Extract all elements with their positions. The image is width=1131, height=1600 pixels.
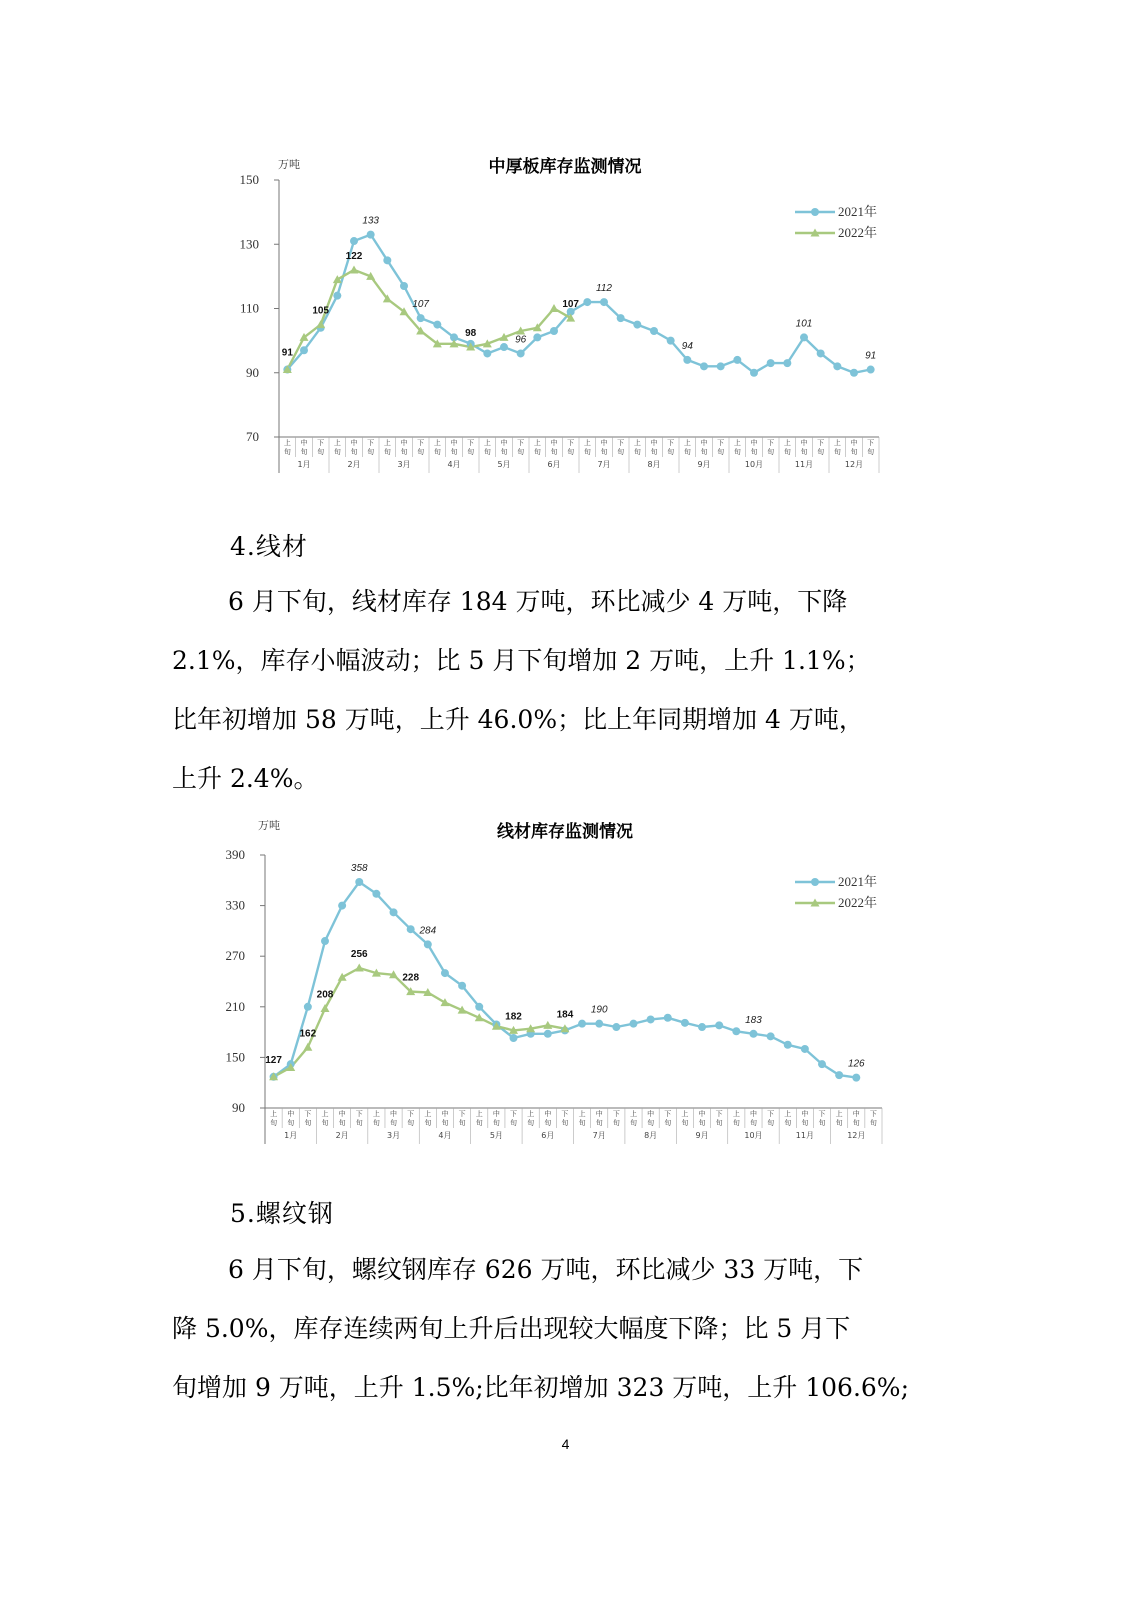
- x-dekad-label-bottom: 旬: [647, 1119, 655, 1127]
- data-point-2021: [372, 890, 380, 898]
- x-dekad-label-top: 下: [561, 1110, 569, 1118]
- data-point-2021: [667, 337, 675, 345]
- data-point-2021: [367, 231, 375, 239]
- x-dekad-label-top: 下: [367, 439, 375, 447]
- data-point-2021: [681, 1019, 689, 1027]
- y-tick-label: 390: [225, 847, 245, 862]
- x-dekad-label-bottom: 旬: [600, 448, 608, 456]
- x-dekad-label-top: 中: [600, 439, 608, 447]
- x-month-label: 10月: [744, 1131, 763, 1140]
- data-label-2022: 127: [265, 1054, 282, 1066]
- section4-line-1: 6 月下旬，线材库存 184 万吨，环比减少 4 万吨，下降: [228, 587, 848, 616]
- x-dekad-label-top: 中: [300, 439, 308, 447]
- x-dekad-label-top: 上: [433, 439, 441, 447]
- data-label-2021: 284: [419, 925, 437, 937]
- x-dekad-label-top: 下: [407, 1110, 415, 1118]
- x-dekad-label-bottom: 旬: [767, 448, 775, 456]
- x-dekad-label-top: 下: [867, 439, 875, 447]
- data-point-2021: [783, 359, 791, 367]
- data-label-2021: 126: [847, 1058, 865, 1070]
- data-point-2021: [733, 356, 741, 364]
- x-dekad-label-top: 上: [629, 1110, 637, 1118]
- data-label-2022: 256: [350, 949, 368, 961]
- x-dekad-label-bottom: 旬: [533, 448, 541, 456]
- x-dekad-label-bottom: 旬: [800, 448, 808, 456]
- x-dekad-label-bottom: 旬: [700, 448, 708, 456]
- x-dekad-label-top: 下: [467, 439, 475, 447]
- x-dekad-label-top: 下: [817, 439, 825, 447]
- data-point-2021: [800, 333, 808, 341]
- x-dekad-label-bottom: 旬: [852, 1119, 860, 1127]
- y-axis-unit: 万吨: [258, 819, 280, 832]
- data-point-2022: [355, 964, 364, 972]
- x-dekad-label-top: 下: [304, 1110, 312, 1118]
- x-month-label: 2月: [335, 1131, 349, 1140]
- x-dekad-label-bottom: 旬: [732, 1119, 740, 1127]
- x-dekad-label-top: 中: [338, 1110, 346, 1118]
- data-label-2022: 98: [465, 328, 477, 340]
- data-point-2021: [852, 1074, 860, 1082]
- x-month-label: 1月: [284, 1131, 298, 1140]
- x-dekad-label-bottom: 旬: [390, 1119, 398, 1127]
- x-dekad-label-bottom: 旬: [544, 1119, 552, 1127]
- x-dekad-label-top: 下: [717, 439, 725, 447]
- x-dekad-label-bottom: 旬: [817, 448, 825, 456]
- data-point-2021: [700, 362, 708, 370]
- x-dekad-label-top: 中: [647, 1110, 655, 1118]
- section4-line-4: 上升 2.4%。: [172, 764, 319, 793]
- x-dekad-label-top: 中: [750, 439, 758, 447]
- x-dekad-label-bottom: 旬: [578, 1119, 586, 1127]
- x-dekad-label-top: 下: [567, 439, 575, 447]
- x-dekad-label-bottom: 旬: [510, 1119, 518, 1127]
- x-dekad-label-top: 下: [767, 439, 775, 447]
- data-point-2021: [633, 321, 641, 329]
- data-point-2021: [383, 256, 391, 264]
- x-dekad-label-bottom: 旬: [441, 1119, 449, 1127]
- data-label-2021: 183: [745, 1014, 762, 1026]
- data-point-2021: [550, 327, 558, 335]
- section5-line-1: 6 月下旬，螺纹钢库存 626 万吨，环比减少 33 万吨，下: [228, 1255, 864, 1284]
- data-point-2021: [400, 282, 408, 290]
- data-label-2022: 107: [562, 299, 580, 311]
- data-point-2021: [321, 937, 329, 945]
- x-dekad-label-bottom: 旬: [304, 1119, 312, 1127]
- legend-label: 2022年: [838, 225, 878, 240]
- x-dekad-label-bottom: 旬: [372, 1119, 380, 1127]
- section5-line-2: 降 5.0%，库存连续两旬上升后出现较大幅度下降；比 5 月下: [172, 1314, 851, 1343]
- x-dekad-label-top: 下: [317, 439, 325, 447]
- x-dekad-label-bottom: 旬: [417, 448, 425, 456]
- data-point-2021: [333, 292, 341, 300]
- data-point-2021: [433, 321, 441, 329]
- x-dekad-label-bottom: 旬: [383, 448, 391, 456]
- x-dekad-label-bottom: 旬: [400, 448, 408, 456]
- x-dekad-label-bottom: 旬: [300, 448, 308, 456]
- data-point-2021: [355, 878, 363, 886]
- data-point-2021: [300, 346, 308, 354]
- data-label-2022: 182: [505, 1011, 522, 1023]
- data-point-2021: [617, 314, 625, 322]
- data-label-2022: 91: [281, 347, 293, 359]
- data-point-2021: [483, 349, 491, 357]
- x-dekad-label-top: 下: [417, 439, 425, 447]
- x-month-label: 12月: [844, 460, 864, 469]
- x-dekad-label-bottom: 旬: [698, 1119, 706, 1127]
- data-label-2021: 107: [412, 299, 430, 311]
- y-axis-unit: 万吨: [278, 158, 300, 171]
- data-point-2021: [510, 1034, 518, 1042]
- data-point-2021: [650, 327, 658, 335]
- x-dekad-label-top: 下: [510, 1110, 518, 1118]
- data-label-2021: 91: [865, 350, 877, 362]
- x-dekad-label-top: 上: [372, 1110, 380, 1118]
- x-dekad-label-top: 上: [270, 1110, 278, 1118]
- x-dekad-label-bottom: 旬: [733, 448, 741, 456]
- x-dekad-label-bottom: 旬: [317, 448, 325, 456]
- x-dekad-label-bottom: 旬: [867, 448, 875, 456]
- section4-line-3: 比年初增加 58 万吨，上升 46.0%；比上年同期增加 4 万吨，: [172, 705, 864, 734]
- section5-heading: 5.螺纹钢: [230, 1199, 334, 1228]
- x-dekad-label-bottom: 旬: [458, 1119, 466, 1127]
- data-point-2021: [629, 1020, 637, 1028]
- x-dekad-label-top: 下: [667, 439, 675, 447]
- x-dekad-label-top: 中: [595, 1110, 603, 1118]
- x-dekad-label-bottom: 旬: [749, 1119, 757, 1127]
- x-month-label: 6月: [547, 460, 561, 469]
- data-point-2021: [784, 1041, 792, 1049]
- data-point-2021: [350, 237, 358, 245]
- x-dekad-label-top: 上: [835, 1110, 843, 1118]
- x-dekad-label-top: 上: [784, 1110, 792, 1118]
- data-point-2021: [715, 1021, 723, 1029]
- x-month-label: 3月: [386, 1131, 401, 1140]
- data-label-2021: 96: [515, 334, 527, 346]
- data-point-2021: [750, 369, 758, 377]
- x-dekad-label-bottom: 旬: [333, 448, 341, 456]
- y-tick-label: 130: [239, 236, 259, 252]
- x-dekad-label-bottom: 旬: [664, 1119, 672, 1127]
- x-dekad-label-bottom: 旬: [355, 1119, 363, 1127]
- x-dekad-label-top: 上: [283, 439, 291, 447]
- x-dekad-label-bottom: 旬: [450, 448, 458, 456]
- x-dekad-label-top: 中: [544, 1110, 552, 1118]
- data-label-2022: 208: [316, 989, 334, 1001]
- y-tick-label: 110: [239, 300, 259, 316]
- data-label-2021: 190: [590, 1004, 608, 1016]
- data-label-2021: 101: [795, 318, 813, 330]
- x-dekad-label-bottom: 旬: [407, 1119, 415, 1127]
- data-point-2021: [767, 1032, 775, 1040]
- section4-heading: 4.线材: [230, 532, 308, 561]
- data-point-2021: [683, 356, 691, 364]
- data-point-2021: [458, 982, 466, 990]
- x-dekad-label-bottom: 旬: [667, 448, 675, 456]
- data-point-2021: [801, 1045, 809, 1053]
- y-tick-label: 210: [225, 998, 245, 1014]
- x-dekad-label-top: 中: [287, 1110, 295, 1118]
- x-dekad-label-bottom: 旬: [833, 448, 841, 456]
- x-dekad-label-top: 上: [583, 439, 591, 447]
- x-month-label: 3月: [397, 460, 411, 469]
- x-dekad-label-top: 上: [783, 439, 791, 447]
- x-dekad-label-bottom: 旬: [767, 1119, 775, 1127]
- x-dekad-label-bottom: 旬: [561, 1119, 569, 1127]
- chart-title: 线材库存监测情况: [497, 822, 633, 842]
- x-dekad-label-top: 上: [683, 439, 691, 447]
- data-point-2021: [407, 925, 415, 933]
- x-dekad-label-bottom: 旬: [681, 1119, 689, 1127]
- data-label-2022: 122: [345, 250, 363, 262]
- data-label-2021: 133: [362, 215, 380, 227]
- x-dekad-label-top: 下: [818, 1110, 826, 1118]
- x-month-label: 10月: [744, 460, 764, 469]
- x-dekad-label-top: 中: [650, 439, 658, 447]
- x-month-label: 9月: [695, 1131, 709, 1140]
- data-label-2021: 358: [350, 862, 368, 874]
- x-dekad-label-top: 中: [350, 439, 358, 447]
- x-dekad-label-bottom: 旬: [483, 448, 491, 456]
- x-dekad-label-top: 中: [700, 439, 708, 447]
- y-tick-label: 330: [225, 897, 245, 913]
- data-point-2021: [578, 1020, 586, 1028]
- data-label-2022: 184: [556, 1009, 574, 1021]
- x-month-label: 11月: [795, 1131, 814, 1140]
- x-dekad-label-bottom: 旬: [595, 1119, 603, 1127]
- x-dekad-label-top: 上: [533, 439, 541, 447]
- x-dekad-label-top: 中: [390, 1110, 398, 1118]
- x-dekad-label-top: 中: [850, 439, 858, 447]
- data-point-2021: [338, 902, 346, 910]
- x-dekad-label-top: 上: [527, 1110, 535, 1118]
- x-dekad-label-bottom: 旬: [367, 448, 375, 456]
- x-dekad-label-top: 上: [578, 1110, 586, 1118]
- x-dekad-label-bottom: 旬: [650, 448, 658, 456]
- x-dekad-label-bottom: 旬: [475, 1119, 483, 1127]
- data-point-2021: [647, 1015, 655, 1023]
- data-point-2021: [867, 366, 875, 374]
- x-dekad-label-bottom: 旬: [835, 1119, 843, 1127]
- x-dekad-label-top: 下: [664, 1110, 672, 1118]
- x-dekad-label-top: 中: [400, 439, 408, 447]
- data-point-2021: [304, 1003, 312, 1011]
- x-month-label: 5月: [489, 1131, 503, 1140]
- legend-marker-circle: [811, 878, 819, 886]
- x-dekad-label-bottom: 旬: [492, 1119, 500, 1127]
- data-label-2022: 228: [402, 972, 420, 984]
- x-dekad-label-top: 上: [333, 439, 341, 447]
- x-dekad-label-top: 上: [483, 439, 491, 447]
- x-dekad-label-top: 中: [698, 1110, 706, 1118]
- x-dekad-label-top: 中: [500, 439, 508, 447]
- x-dekad-label-bottom: 旬: [801, 1119, 809, 1127]
- x-dekad-label-bottom: 旬: [612, 1119, 620, 1127]
- x-dekad-label-top: 上: [733, 439, 741, 447]
- x-dekad-label-top: 中: [800, 439, 808, 447]
- x-dekad-label-bottom: 旬: [500, 448, 508, 456]
- x-dekad-label-bottom: 旬: [717, 448, 725, 456]
- data-point-2022: [350, 265, 359, 273]
- x-dekad-label-bottom: 旬: [424, 1119, 432, 1127]
- x-dekad-label-top: 下: [612, 1110, 620, 1118]
- x-dekad-label-bottom: 旬: [783, 448, 791, 456]
- wire-rod-inventory-chart-svg: [0, 815, 1131, 1145]
- data-point-2021: [817, 349, 825, 357]
- x-dekad-label-top: 中: [441, 1110, 449, 1118]
- x-dekad-label-bottom: 旬: [583, 448, 591, 456]
- plate-inventory-chart: [0, 150, 1131, 480]
- x-month-label: 2月: [347, 460, 361, 469]
- data-point-2021: [600, 298, 608, 306]
- x-dekad-label-top: 下: [767, 1110, 775, 1118]
- data-point-2021: [732, 1027, 740, 1035]
- x-dekad-label-bottom: 旬: [467, 448, 475, 456]
- x-month-label: 5月: [497, 460, 511, 469]
- x-month-label: 1月: [297, 460, 311, 469]
- y-tick-label: 90: [246, 364, 259, 380]
- data-point-2021: [583, 298, 591, 306]
- section5-paragraph: [172, 1240, 952, 1417]
- x-dekad-label-top: 中: [801, 1110, 809, 1118]
- x-dekad-label-top: 下: [617, 439, 625, 447]
- x-dekad-label-bottom: 旬: [683, 448, 691, 456]
- x-dekad-label-top: 上: [633, 439, 641, 447]
- x-dekad-label-bottom: 旬: [517, 448, 525, 456]
- x-dekad-label-top: 上: [424, 1110, 432, 1118]
- x-dekad-label-bottom: 旬: [338, 1119, 346, 1127]
- data-point-2021: [850, 369, 858, 377]
- data-point-2021: [517, 349, 525, 357]
- data-point-2021: [544, 1030, 552, 1038]
- x-dekad-label-top: 中: [852, 1110, 860, 1118]
- x-dekad-label-bottom: 旬: [784, 1119, 792, 1127]
- data-label-2021: 94: [681, 340, 693, 352]
- x-dekad-label-bottom: 旬: [617, 448, 625, 456]
- section4-line-2: 2.1%，库存小幅波动；比 5 月下旬增加 2 万吨，上升 1.1%；: [172, 646, 871, 675]
- x-month-label: 7月: [597, 460, 611, 469]
- data-point-2021: [835, 1071, 843, 1079]
- x-dekad-label-top: 上: [732, 1110, 740, 1118]
- x-month-label: 4月: [447, 460, 461, 469]
- data-point-2021: [818, 1060, 826, 1068]
- x-dekad-label-top: 上: [475, 1110, 483, 1118]
- x-dekad-label-bottom: 旬: [283, 448, 291, 456]
- x-dekad-label-bottom: 旬: [433, 448, 441, 456]
- legend-label: 2021年: [838, 204, 878, 219]
- data-point-2021: [595, 1020, 603, 1028]
- data-point-2021: [833, 362, 841, 370]
- wire-rod-inventory-chart: [0, 815, 1131, 1145]
- data-point-2022: [550, 304, 559, 312]
- y-tick-label: 150: [239, 172, 259, 187]
- x-dekad-label-bottom: 旬: [750, 448, 758, 456]
- y-tick-label: 90: [232, 1100, 245, 1115]
- legend-marker-circle: [811, 208, 819, 216]
- data-point-2021: [475, 1003, 483, 1011]
- series-line-2022: [287, 270, 570, 370]
- data-point-2021: [767, 359, 775, 367]
- x-dekad-label-top: 中: [550, 439, 558, 447]
- data-point-2021: [698, 1023, 706, 1031]
- data-point-2021: [441, 969, 449, 977]
- x-dekad-label-top: 下: [715, 1110, 723, 1118]
- section4-paragraph: [172, 572, 952, 808]
- data-point-2021: [424, 940, 432, 948]
- x-dekad-label-bottom: 旬: [850, 448, 858, 456]
- x-dekad-label-top: 下: [458, 1110, 466, 1118]
- x-dekad-label-top: 下: [869, 1110, 877, 1118]
- y-tick-label: 270: [225, 948, 245, 964]
- data-point-2021: [500, 343, 508, 351]
- x-dekad-label-bottom: 旬: [321, 1119, 329, 1127]
- x-dekad-label-bottom: 旬: [527, 1119, 535, 1127]
- x-dekad-label-bottom: 旬: [270, 1119, 278, 1127]
- x-dekad-label-bottom: 旬: [567, 448, 575, 456]
- x-month-label: 6月: [541, 1131, 555, 1140]
- x-dekad-label-top: 中: [492, 1110, 500, 1118]
- x-month-label: 9月: [697, 460, 711, 469]
- data-point-2021: [390, 908, 398, 916]
- y-tick-label: 70: [246, 429, 259, 444]
- plate-inventory-chart-svg: [0, 150, 1131, 480]
- x-dekad-label-top: 上: [681, 1110, 689, 1118]
- x-dekad-label-top: 上: [321, 1110, 329, 1118]
- x-dekad-label-bottom: 旬: [550, 448, 558, 456]
- x-month-label: 8月: [644, 1131, 658, 1140]
- data-point-2021: [533, 333, 541, 341]
- x-dekad-label-bottom: 旬: [715, 1119, 723, 1127]
- section5-line-3: 旬增加 9 万吨，上升 1.5%;比年初增加 323 万吨，上升 106.6%;: [172, 1373, 909, 1402]
- data-point-2022: [303, 1043, 312, 1051]
- x-dekad-label-bottom: 旬: [869, 1119, 877, 1127]
- data-label-2021: 112: [596, 283, 612, 295]
- x-month-label: 7月: [592, 1131, 606, 1140]
- x-dekad-label-top: 上: [383, 439, 391, 447]
- x-dekad-label-top: 下: [355, 1110, 363, 1118]
- page-number: 4: [561, 1436, 570, 1452]
- x-month-label: 4月: [438, 1131, 452, 1140]
- x-dekad-label-bottom: 旬: [350, 448, 358, 456]
- x-dekad-label-top: 中: [450, 439, 458, 447]
- x-dekad-label-bottom: 旬: [633, 448, 641, 456]
- x-dekad-label-bottom: 旬: [629, 1119, 637, 1127]
- legend-label: 2022年: [838, 895, 878, 910]
- series-line-2021: [274, 882, 857, 1078]
- data-point-2021: [664, 1014, 672, 1022]
- x-month-label: 11月: [794, 460, 814, 469]
- data-point-2021: [612, 1023, 620, 1031]
- x-month-label: 8月: [647, 460, 661, 469]
- x-dekad-label-top: 下: [517, 439, 525, 447]
- data-label-2022: 162: [299, 1028, 317, 1040]
- legend-label: 2021年: [838, 874, 878, 889]
- x-dekad-label-top: 中: [749, 1110, 757, 1118]
- data-label-2022: 105: [312, 305, 330, 317]
- chart-title: 中厚板库存监测情况: [488, 157, 642, 177]
- x-dekad-label-top: 上: [833, 439, 841, 447]
- data-point-2021: [417, 314, 425, 322]
- x-dekad-label-bottom: 旬: [818, 1119, 826, 1127]
- y-tick-label: 150: [225, 1049, 245, 1065]
- x-month-label: 12月: [847, 1131, 866, 1140]
- x-dekad-label-bottom: 旬: [287, 1119, 295, 1127]
- data-point-2021: [749, 1030, 757, 1038]
- data-point-2021: [717, 362, 725, 370]
